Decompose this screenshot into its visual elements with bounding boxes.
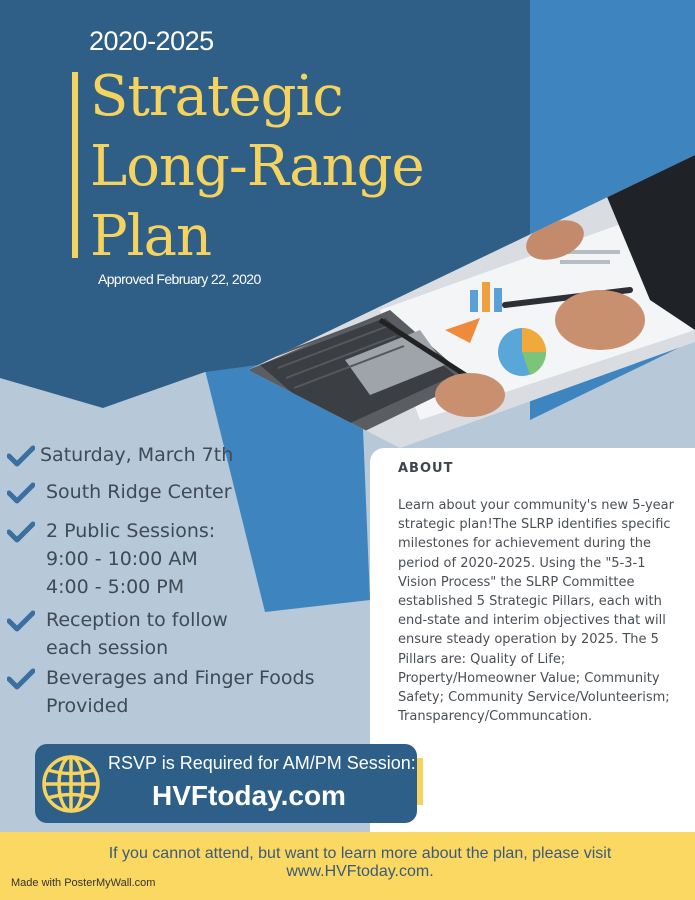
title-line-3: Plan (90, 204, 212, 269)
accent-bar (72, 72, 78, 258)
plan-years: 2020-2025 (89, 26, 214, 56)
globe-icon (40, 753, 102, 815)
detail-text: South Ridge Center (46, 481, 232, 503)
check-icon (7, 668, 35, 690)
check-icon (7, 521, 35, 543)
title-line-2: Long-Range (90, 134, 424, 199)
plan-title (90, 62, 424, 272)
check-icon (7, 482, 35, 504)
footer-link[interactable]: www.HVFtoday.com. (286, 863, 434, 880)
about-body: Learn about your community's new 5-year strategic plan!The SLRP identifies specific milestones for achievement during the period of 2020-2025. Using the "5-3-1 Vision Process" the SLRP Committee established 5 Strategic Pillars, each with end-state and interim objectives that will ensure steady operation by 2025. The 5 Pillars are: Quality of Life; Property/Homeowner Value; Community Safety; Community Service/Volunteerism; Transparency/Communcation. (398, 498, 674, 725)
rsvp-accent-bar (417, 758, 423, 805)
about-heading: ABOUT (398, 461, 454, 476)
check-icon (7, 610, 35, 632)
detail-text: Reception to follow each session (46, 609, 228, 659)
check-icon (7, 445, 35, 467)
title-line-1: Strategic (90, 64, 343, 129)
detail-text: Beverages and Finger Foods Provided (46, 667, 315, 717)
rsvp-website-link[interactable]: HVFtoday.com (152, 780, 346, 811)
rsvp-text: RSVP is Required for AM/PM Session: (108, 753, 416, 773)
approved-date: Approved February 22, 2020 (98, 271, 261, 287)
footer-text (60, 845, 660, 881)
detail-text: Saturday, March 7th (40, 444, 234, 466)
detail-text: 2 Public Sessions: 9:00 - 10:00 AM 4:00 - 5:00 PM (46, 520, 216, 598)
footer-line-1: If you cannot attend, but want to learn more about the plan, please visit (108, 845, 612, 862)
credit-text: Made with PosterMyWall.com (11, 877, 156, 889)
